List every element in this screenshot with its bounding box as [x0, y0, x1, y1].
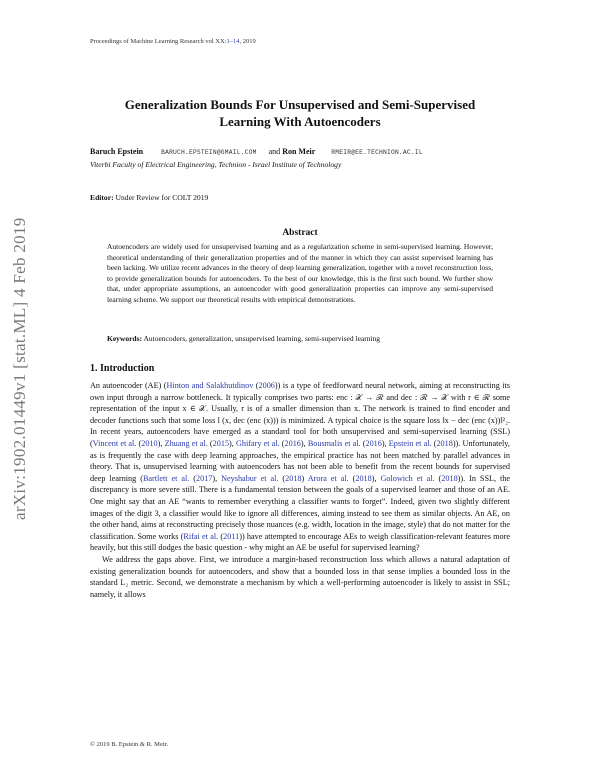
text-run: (: [218, 531, 224, 541]
text-run: (: [253, 381, 259, 390]
introduction-body: [90, 380, 510, 600]
keywords: Keywords: Autoencoders, generalization, unsupervised learning, semi-supervised learning: [107, 334, 381, 343]
text-run: (: [348, 473, 356, 483]
author-line: Baruch Epstein BARUCH.EPSTEIN@GMAIL.COM and Ron Meir RMEIR@EE.TECHNION.AC.IL: [90, 147, 423, 156]
citation-link[interactable]: 2018: [436, 438, 453, 448]
section-heading-introduction: 1. Introduction: [90, 363, 155, 374]
author-email: BARUCH.EPSTEIN@GMAIL.COM: [161, 149, 257, 156]
text-run: )) is a type of feedforward neural network, aiming at reconstructing its own input through a narrow bottleneck. It typically comprises two parts: enc : 𝒳 → ℛ and dec : ℛ → 𝒳 with r ∈ ℛ some representation of the input x ∈ 𝒳. Usually, r is of a smaller dimension than x. The network is trained to find encoder and decoder functions such that some loss l (x, dec (enc (x))) is minimized. A typical choice is the square loss ‖x − dec (enc (x))‖²₂. In recent years, autoencoders have emerged as a standard tool for both unsupervised and semi-supervised learning (SSL) (: [90, 381, 510, 448]
text-run: ),: [381, 438, 389, 448]
text-run: (: [431, 438, 437, 448]
author-name: Baruch Epstein: [90, 147, 144, 156]
citation-link[interactable]: Rifai et al.: [183, 531, 219, 541]
citation-link[interactable]: 2018: [441, 473, 458, 483]
text-run: )) have attempted to encourage AEs to weigh classification-relevant features more heavily, but this still dodges the basic question - why might an AE be useful for supervised learning?: [90, 531, 510, 553]
citation-link[interactable]: Golowich et al.: [380, 473, 435, 483]
citation-link[interactable]: Vincent et al.: [92, 438, 137, 448]
citation-link[interactable]: Ghifary et al.: [235, 438, 280, 448]
citation-link[interactable]: Epstein et al.: [388, 438, 432, 448]
page-range-link[interactable]: 1–14: [226, 38, 240, 45]
text-run: (: [207, 438, 213, 448]
text-run: (: [279, 438, 285, 448]
text-run: (: [434, 473, 442, 483]
text-run: (: [189, 473, 197, 483]
citation-link[interactable]: Bousmalis et al.: [307, 438, 361, 448]
paper-title: Generalization Bounds For Unsupervised and Semi-Supervised Learning With Autoencoders: [124, 97, 476, 129]
citation-link[interactable]: 2017: [196, 473, 213, 483]
text-run: (: [360, 438, 366, 448]
abstract-heading: Abstract: [282, 228, 318, 238]
paragraph-1: [90, 380, 510, 554]
editor-line: Editor: Under Review for COLT 2019: [90, 193, 209, 202]
citation-link[interactable]: 2018: [285, 473, 302, 483]
citation-link[interactable]: Arora et al.: [307, 473, 349, 483]
citation-link[interactable]: 2015: [212, 438, 230, 448]
text-run: ),: [157, 438, 165, 448]
text-run: ),: [212, 473, 222, 483]
copyright-footer: © 2019 B. Epstein & R. Meir.: [90, 741, 169, 748]
paragraph-2: We address the gaps above. First, we introduce a margin-based reconstruction loss which allows a natural adaptation of existing generalization bounds for autoencoders, and show that a bounded loss in that sense implies a bounded loss in the standard L₂ metric. Second, we demonstrate a mechanism by which a well-performing autoencoder is likely to assist in SSL; namely, it allows: [90, 554, 510, 599]
citation-link[interactable]: Neyshabur et al.: [221, 473, 279, 483]
author-name: Ron Meir: [282, 147, 316, 156]
abstract-text: Autoencoders are widely used for unsupervised learning and as a regularization scheme in semi-supervised learning. However, theoretical understanding of their generalization properties and of the manner in which they can assist supervised learning has been lacking. We utilize recent advances in the theory of deep learning generalization, together with a novel reconstruction loss, to provide generalization bounds for autoencoders. To the best of our knowledge, this is the first such bound. We further show that, under appropriate assumptions, an autoencoder with good generalization properties can improve any semi-supervised learning scheme. We support our theoretical results with empirical demonstrations.: [107, 242, 493, 304]
arxiv-stamp: arXiv:1902.01449v1 [stat.ML] 4 Feb 2019: [10, 217, 29, 520]
text-run: ),: [229, 438, 236, 448]
text-run: ): [301, 473, 308, 483]
citation-link[interactable]: Zhuang et al.: [164, 438, 208, 448]
text-run: (: [136, 438, 142, 448]
citation-link[interactable]: 2006: [258, 381, 275, 390]
text-run: ),: [371, 473, 381, 483]
text-run: (: [278, 473, 286, 483]
citation-link[interactable]: 2016: [365, 438, 382, 448]
text-run: )). In SSL, the discrepancy is more severe still. There is a fundamental tension between the goals of a supervised learner and those of an AE. One might say that an AE “wants to remember everything a classifier wants to forget”. Indeed, given two slightly different images of the digit 3, a classifier would like to ignore all differences, aiming instead to see them as similar objects. An AE, on the other hand, aims at reconstructing precisely those nuances (e.g. width, location in the image, style) that do not matter for the classification. Some works (: [90, 473, 511, 541]
citation-link[interactable]: 2018: [355, 473, 372, 483]
citation-link[interactable]: 2016: [284, 438, 301, 448]
citation-link[interactable]: 2010: [141, 438, 158, 448]
proceedings-header: Proceedings of Machine Learning Research vol XX:1–14, 2019: [90, 38, 256, 45]
affiliation: Viterbi Faculty of Electrical Engineering, Technion - Israel Institute of Technology: [90, 160, 342, 169]
author-email: RMEIR@EE.TECHNION.AC.IL: [331, 149, 423, 156]
citation-link[interactable]: Bartlett et al.: [142, 473, 190, 483]
citation-link[interactable]: Hinton and Salakhutdinov: [166, 381, 254, 390]
text-run: ),: [300, 438, 308, 448]
citation-link[interactable]: 2011: [223, 531, 240, 541]
text-run: )). Unfortunately, as is frequently the case with deep learning approaches, the empirical practice has not been matched by parallel advances in theory. That is, unsupervised learning with autoencoders has not been able to benefit from the recent bounds for supervised deep learning (: [90, 438, 510, 483]
text-run: An autoencoder (AE) (: [90, 381, 167, 390]
